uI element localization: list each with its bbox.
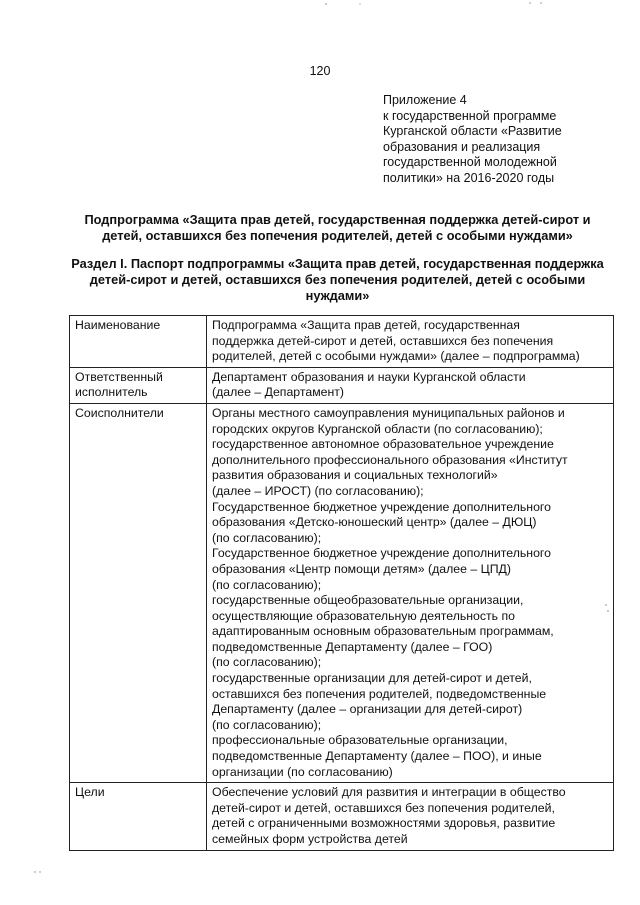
row-content-line: государственные организации для детей-сирот и детей, xyxy=(212,671,532,686)
row-content-line: (по согласованию); xyxy=(212,577,322,592)
subprogram-title-line: детей, оставшихся без попечения родителей, детей с особыми нуждами» xyxy=(102,228,573,243)
appendix-line: политики» на 2016-2020 годы xyxy=(383,170,555,185)
appendix-line: государственной молодежной xyxy=(383,155,557,170)
row-content-line: (по согласованию); xyxy=(212,655,322,670)
table-row xyxy=(70,316,614,368)
row-content-line: родителей, детей с особыми нуждами» (далее – подпрограмма) xyxy=(212,349,580,364)
row-content-line: поддержка детей-сирот и детей, оставшихся без попечения xyxy=(212,333,554,348)
page-number: 120 xyxy=(309,64,331,78)
row-content-line: Государственное бюджетное учреждение дополнительного xyxy=(212,499,551,514)
row-label xyxy=(70,403,207,782)
table-row xyxy=(70,367,614,403)
row-content-line: подведомственные Департаменту (далее – ПОО), и иные xyxy=(212,749,542,764)
row-content-line: образования «Центр помощи детям» (далее – ЦПД) xyxy=(212,561,511,576)
row-label-line: Цели xyxy=(75,785,105,800)
row-label xyxy=(70,783,207,850)
appendix-line: к государственной программе xyxy=(383,108,557,123)
row-content-line: образования «Детско-юношеский центр» (далее – ДЮЦ) xyxy=(212,515,537,530)
row-content-line: Государственное бюджетное учреждение дополнительного xyxy=(212,546,551,561)
row-content xyxy=(207,367,614,403)
section-title xyxy=(60,256,615,304)
subprogram-title xyxy=(60,212,615,244)
row-content-line: осуществляющие образовательную деятельность по xyxy=(212,608,516,623)
row-label xyxy=(70,367,207,403)
row-content-line: Обеспечение условий для развития и интеграции в общество xyxy=(212,785,566,800)
section-title-line: Раздел I. Паспорт подпрограммы «Защита прав детей, государственная поддержка xyxy=(71,256,604,271)
appendix-line: образования и реализация xyxy=(383,139,541,154)
table-row xyxy=(70,403,614,782)
row-content-line: Департаменту (далее – организации для детей-сирот) xyxy=(212,702,523,717)
row-content-line: адаптированным основным образовательным программам, xyxy=(212,624,554,639)
row-label-line: исполнитель xyxy=(75,385,148,400)
row-content-line: Подпрограмма «Защита прав детей, государственная xyxy=(212,318,520,332)
section-title-line: нуждами» xyxy=(305,288,370,303)
row-content-line: государственные общеобразовательные организации, xyxy=(212,593,524,608)
row-content-line: подведомственные Департаменту (далее – ГОО) xyxy=(212,639,493,654)
row-content-line: государственное автономное образовательное учреждение xyxy=(212,437,554,452)
row-content-line: детей с ограниченными возможностями здоровья, развитие xyxy=(212,816,556,831)
table-row xyxy=(70,783,614,850)
appendix-line: Курганской области «Развитие xyxy=(383,124,562,139)
row-content-line: семейных форм устройства детей xyxy=(212,832,408,846)
row-content-line: (далее – ИРОСТ) (по согласованию); xyxy=(212,483,424,498)
row-content-line: (по согласованию); xyxy=(212,530,322,545)
row-content xyxy=(207,403,614,782)
row-content-line: дополнительного профессионального образования «Институт xyxy=(212,452,568,467)
row-content-line: организации (по согласованию) xyxy=(212,764,393,779)
row-label xyxy=(70,316,207,368)
row-content-line: городских округов Курганской области (по согласованию); xyxy=(212,421,543,436)
row-label-line: Наименование xyxy=(75,318,161,332)
row-content-line: профессиональные образовательные организации, xyxy=(212,733,508,748)
section-title-line: детей-сирот и детей, оставшихся без попечения родителей, детей с особыми xyxy=(89,272,586,287)
row-content-line: оставшихся без попечения родителей, подведомственные xyxy=(212,686,547,701)
row-content-line: (далее – Департамент) xyxy=(212,385,345,400)
subprogram-title-line: Подпрограмма «Защита прав детей, государственная поддержка детей-сирот и xyxy=(84,212,591,227)
appendix-line: Приложение 4 xyxy=(383,93,467,107)
passport-table xyxy=(69,315,614,851)
appendix-header xyxy=(383,93,603,187)
row-content-line: детей-сирот и детей, оставшихся без попечения родителей, xyxy=(212,800,555,815)
row-content xyxy=(207,316,614,368)
row-label-line: Соисполнители xyxy=(75,405,164,420)
row-content-line: развития образования и социальных технологий» xyxy=(212,468,498,483)
row-content-line: Органы местного самоуправления муниципальных районов и xyxy=(212,405,565,420)
row-content xyxy=(207,783,614,850)
row-content-line: (по согласованию); xyxy=(212,717,322,732)
row-content-line: Департамент образования и науки Курганской области xyxy=(212,369,526,384)
row-label-line: Ответственный xyxy=(75,369,163,384)
